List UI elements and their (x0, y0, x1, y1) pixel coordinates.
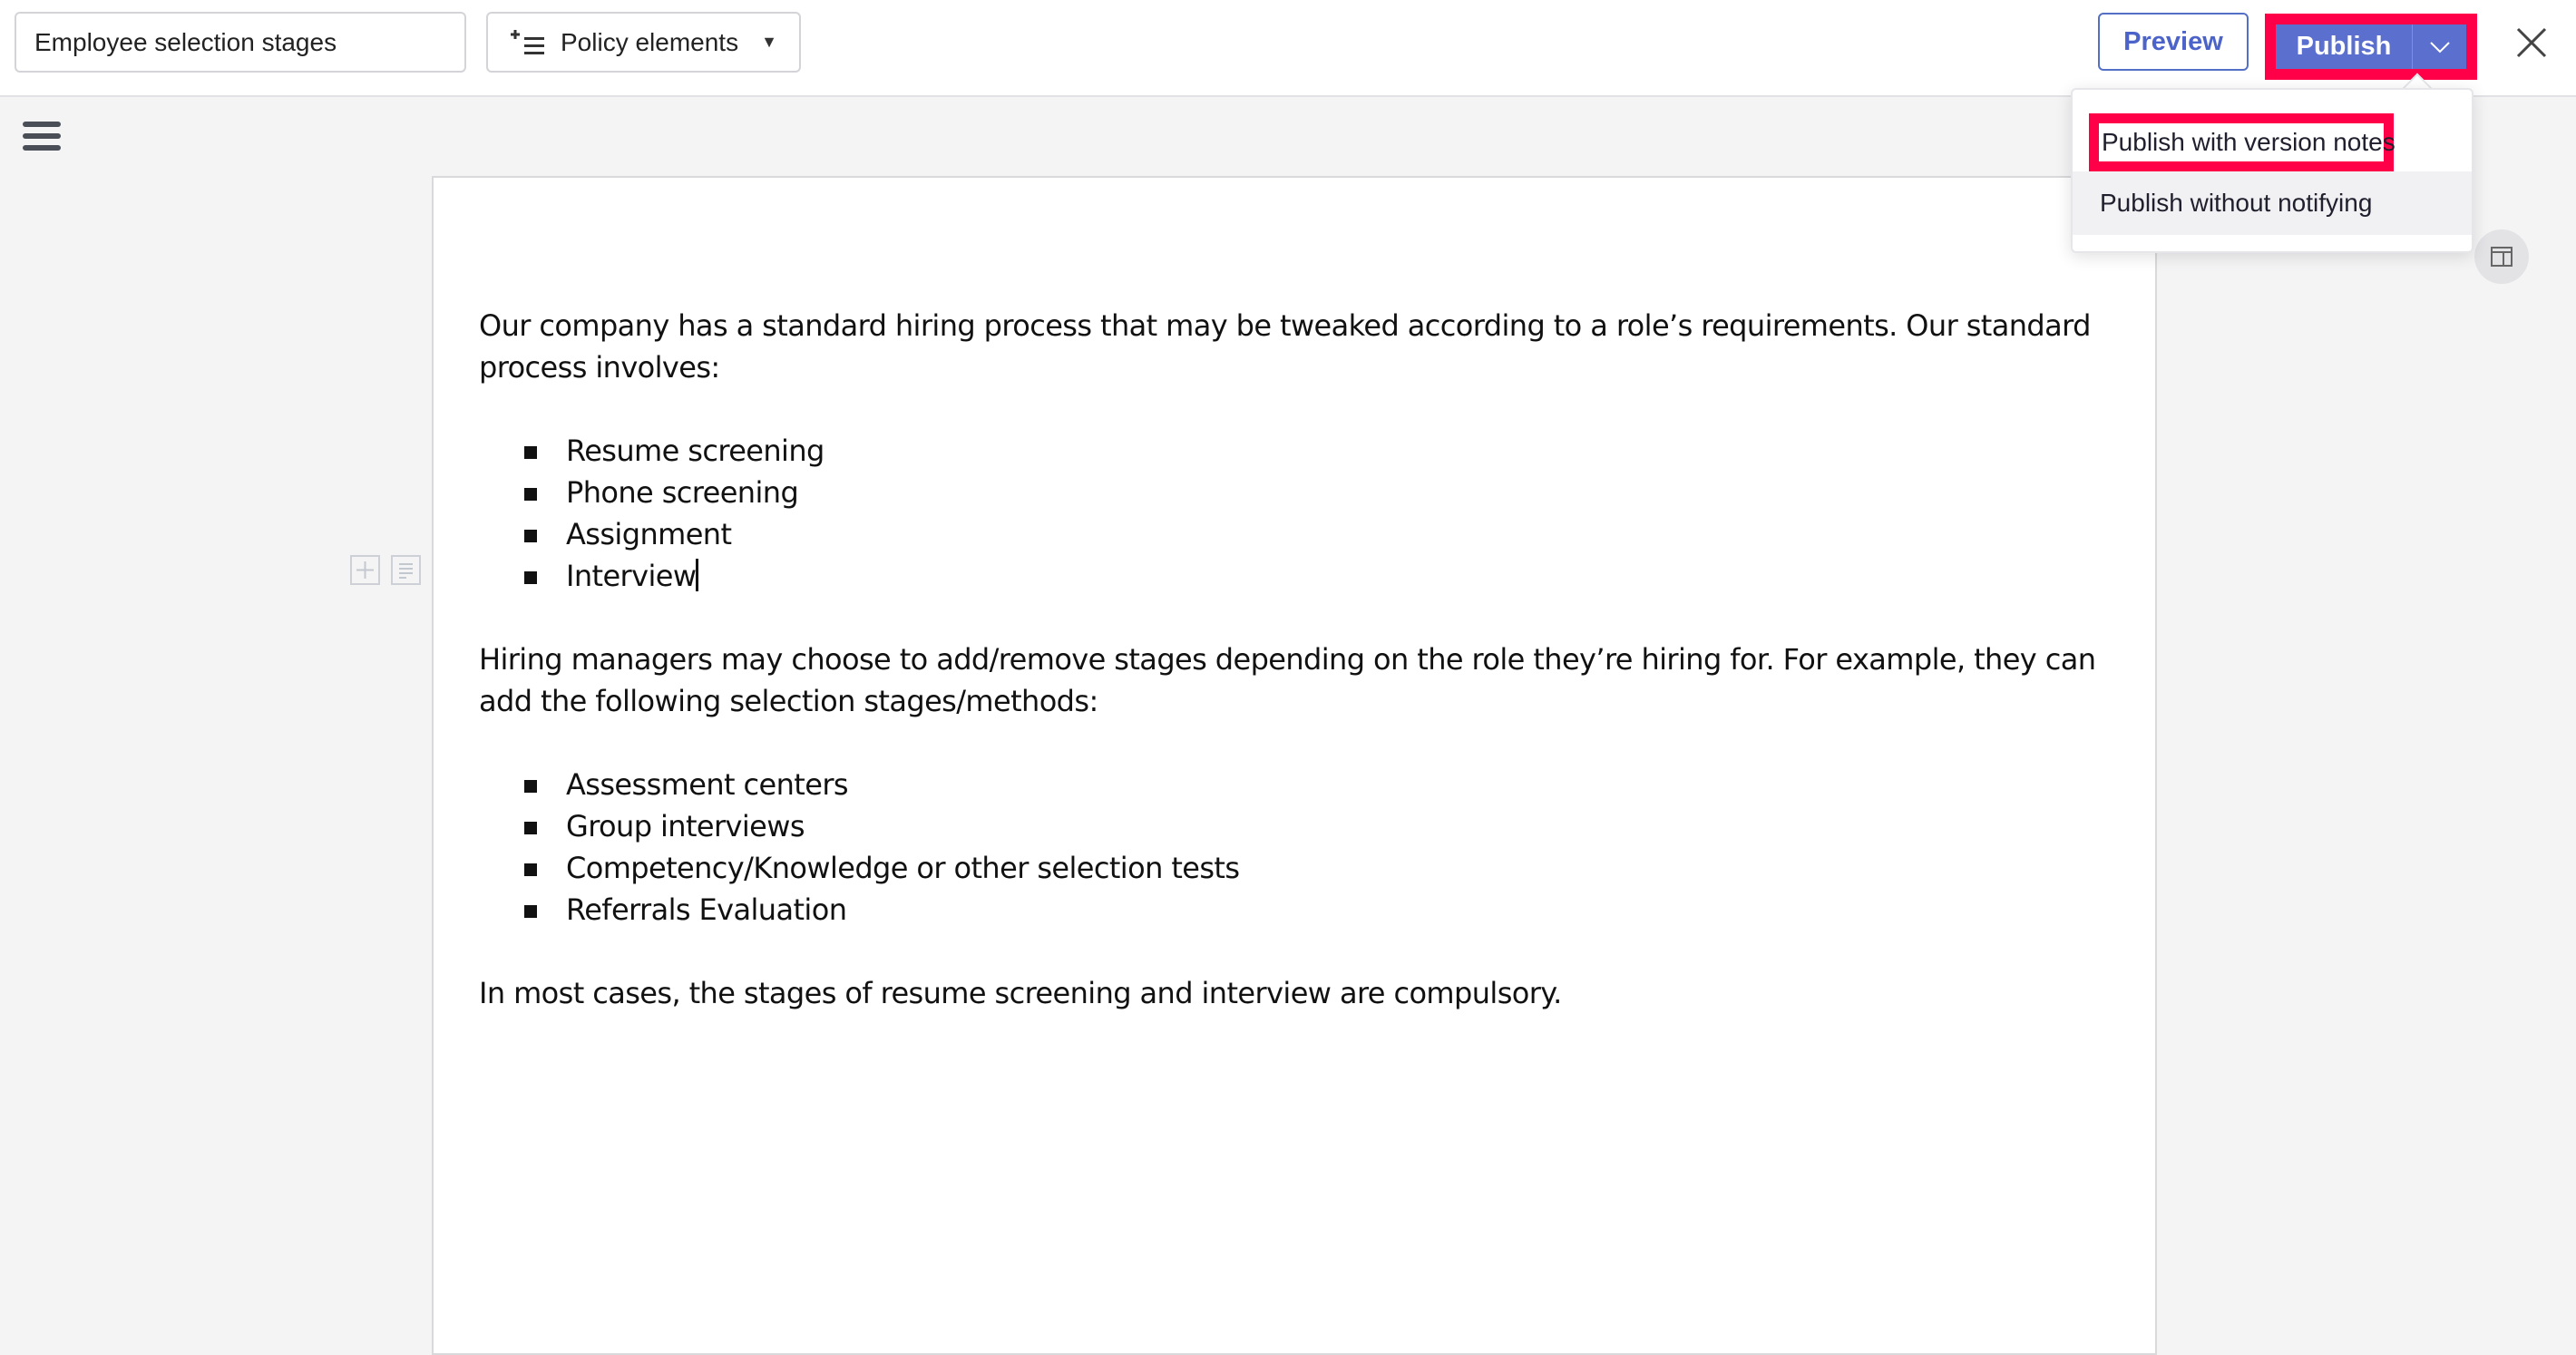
list-item: Phone screening (479, 472, 2121, 513)
stages-list (479, 430, 2121, 597)
publish-options-toggle[interactable] (2413, 24, 2466, 69)
square-bullet-icon (524, 822, 537, 834)
block-format-icon[interactable] (391, 555, 421, 585)
menu-item-publish-with-version-notes[interactable]: Publish with version notes (2102, 128, 2395, 156)
publish-options-menu (2071, 88, 2474, 253)
menu-item-publish-without-notifying[interactable]: Publish without notifying (2073, 171, 2472, 235)
list-item: Assignment (479, 513, 2121, 555)
text-cursor (696, 559, 698, 591)
list-item: Competency/Knowledge or other selection tests (479, 847, 2121, 889)
preview-button[interactable]: Preview (2098, 13, 2249, 71)
paragraph: In most cases, the stages of resume screening and interview are compulsory. (479, 976, 1562, 1010)
square-bullet-icon (524, 571, 537, 584)
policy-elements-label: Policy elements (561, 27, 739, 56)
layout-panel-button[interactable] (2474, 229, 2529, 284)
document-page[interactable] (432, 176, 2157, 1355)
list-item: Resume screening (479, 430, 2121, 472)
square-bullet-icon (524, 780, 537, 793)
menu-icon[interactable] (23, 122, 61, 151)
caret-down-icon: ▼ (761, 33, 777, 51)
square-bullet-icon (524, 488, 537, 501)
block-tools (350, 555, 421, 585)
square-bullet-icon (524, 530, 537, 542)
close-icon[interactable] (2513, 24, 2551, 62)
publish-button[interactable]: Publish (2276, 24, 2413, 69)
top-toolbar (0, 0, 2576, 97)
square-bullet-icon (524, 446, 537, 459)
list-item: Group interviews (479, 805, 2121, 847)
list-item: Referrals Evaluation (479, 889, 2121, 931)
paragraph: Our company has a standard hiring process that may be tweaked according to a role’s requirements. Our standard process involves: (479, 308, 2091, 385)
methods-list (479, 764, 2121, 931)
document-title-input[interactable] (15, 12, 466, 73)
chevron-down-icon (2429, 41, 2451, 54)
list-item: Interview (479, 555, 2121, 597)
add-block-icon[interactable] (350, 555, 380, 585)
policy-elements-dropdown[interactable] (486, 12, 801, 73)
layout-icon (2491, 247, 2513, 267)
paragraph: Hiring managers may choose to add/remove stages depending on the role they’re hiring for. For example, they can add the following selection stages/methods: (479, 642, 2096, 718)
list-item: Assessment centers (479, 764, 2121, 805)
publish-split-button (2276, 24, 2466, 69)
square-bullet-icon (524, 905, 537, 918)
square-bullet-icon (524, 863, 537, 876)
add-list-icon (510, 28, 546, 57)
document-title-value: Employee selection stages (34, 27, 337, 56)
document-body[interactable] (479, 305, 2121, 1014)
